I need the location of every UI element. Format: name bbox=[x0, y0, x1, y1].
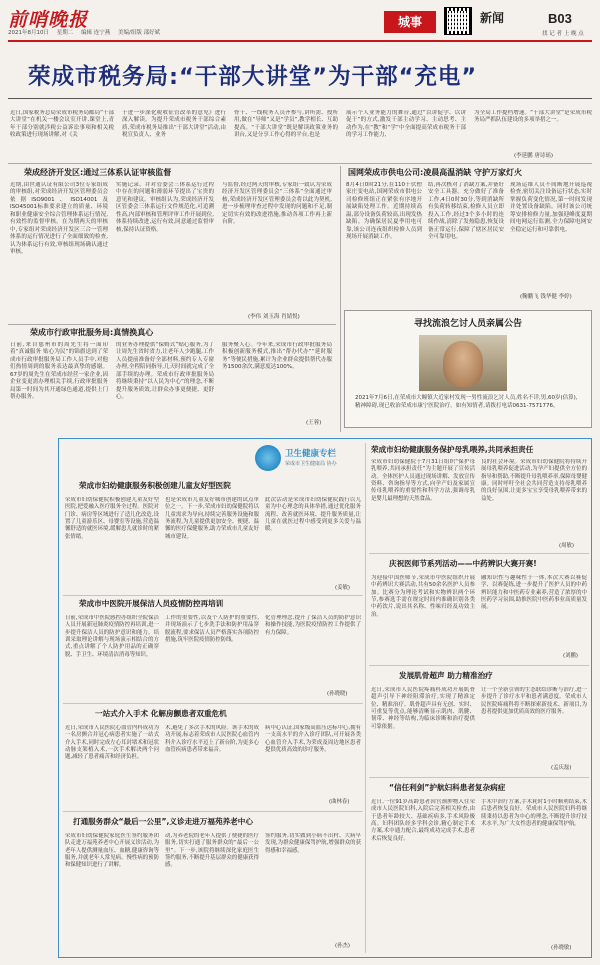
divider bbox=[63, 595, 363, 596]
admin-center-author: (王蓉) bbox=[306, 420, 322, 426]
ultrasound-col-1: 近日,荣成市人民医院疼痛科成功开展肌骨超声引导下神经阻滞治疗,实现了精准定位、精准治疗。肌骨超声具有无创、实时、可重复等优点,能够清晰显示肌肉、肌腱、韧带、神经等结构,为临床诊断和治疗提供可靠依据。 bbox=[371, 687, 475, 730]
family-doctor-title: 打通服务群众“最后一公里”,义诊走进万福苑养老中心 bbox=[73, 817, 253, 826]
econ-zone-col-1: 近期,由世通认证有限公司3位专家组成的审核组,对荣成经济开发区管理委员会依据ISO9001、ISO14001及ISO45001标准要求建立的质量、环境和职业健康安全综合管理体系运行情况,有效性的监督审核。在为期两天的审核中,专家组对荣成经济开发区三合一管理体系的运行情况进行了全面细致的检查,认为体系运行有效,审核组现场确认通过审核。 bbox=[10, 182, 108, 256]
admin-center-col-1: 日前,来自慈州市的周先生将一面印着“真诚服务 贴心为民”的锦旗送到了荣成市行政审批服务局工作人员手中,对他们热情周到的服务表达最真挚的感谢。67岁的周先生在荣成市经营一家企业,因企业变更需办理相关手续,行政审批服务局第一时间为其开通绿色通道,提供上门帮办服务。 bbox=[10, 342, 108, 401]
tcm-col-2: 融知识性与趣味性于一体,本次大赛以赛促学、以赛促练,进一步提升了医护人员的中药辨识能力和中医药专业素养,营造了浓厚的中医药学习氛围,助推医院中医药事业高质量发展。 bbox=[481, 575, 587, 611]
designer-credit: 美编/组版 邵好斌 bbox=[118, 30, 161, 36]
section-tag: 城事 bbox=[384, 11, 436, 33]
econ-zone-col-2: 实施记录、并对管委会三体系运行过程中存在的问题和薄弱环节提出了宝贵的意见和建议。审核组认为,荣成经济开发区管委会三体系运行文件规范化,可追溯性高,内部审核和管理评审工作开展到位,体系持续改进,运行有效,同意通过监督审核,保持认证资格。 bbox=[116, 182, 214, 233]
child-friendly-col-2: 也是荣成市儿童友好城市创建的试点单位之一。下一步,荣成市妇幼保健院将以儿童需求为导向,持续完善服务设施和服务流程,为儿童提供更加安全、便捷、温馨的医疗保健服务,助力荣成市儿童友好城市建设。 bbox=[165, 497, 259, 540]
maternal-col-2: 良的社会环境。荣成市妇幼保健院将持续开展母乳喂养促进活动,为孕产妇提供全方位的指导和帮助,不断提升母乳喂养率,保障母婴健康。同时呼吁全社会共同营造支持母乳喂养的良好氛围,让更多宝宝享受母乳喂养带来的益处。 bbox=[481, 459, 587, 502]
editors-note: 找 记 者 上 晚 点 bbox=[542, 31, 584, 37]
family-doctor-col-2: 动,为养老院的老年人提供了便捷的医疗服务,切实打通了服务群众的“最后一公里”。下一步,该院将继续深化家庭医生签约服务,不断提升基层群众的健康获得感。 bbox=[165, 833, 259, 869]
maternal-col-1: 荣成市妇幼保健院于7月31日组织“保护母乳喂养,共同承担责任”为主题开展了宣传活动。全体医护人员通过现场讲解、发放宣传资料、咨询指导等方式,向孕产妇及家属宣传母乳喂养的重要性和科学方法,强调母乳是婴儿最理想的天然食品。 bbox=[371, 459, 475, 502]
headline-rule bbox=[8, 98, 592, 99]
column-divider bbox=[340, 166, 341, 432]
econ-zone-author: (李伟 刘玉海 肖婧悦) bbox=[248, 314, 300, 320]
column-divider bbox=[365, 443, 366, 953]
cardiac-col-1: 近日,荣成市人民医院心血管内科成功为一名房颤合并冠心病患者实施了一站式介入手术,同时完成左心耳封堵术和冠状动脉支架植入术,一次手术解决两个问题,减轻了患者痛苦和经济负担。 bbox=[65, 725, 159, 761]
tcm-col-1: 为迎接中国医师节,荣成市中医院组织开展中药辨识大赛活动,共有50余名医护人员参加。比赛分为理论考试和实物辨识两个环节,参赛选手需在规定时间内准确识别各类中药饮片,说出其名称、性味归经及功效主治。 bbox=[371, 575, 475, 618]
tcm-author: (刘鹏) bbox=[563, 653, 578, 659]
surgery-title: “信任利剑”护航妇科患者复杂病症 bbox=[389, 783, 506, 792]
child-friendly-col-3: 此次活动是荣成市妇幼保健院践行以儿童为中心理念的具体举措,通过优化服务流程、改善就医环境、提升服务质量,让儿童在就医过程中感受到更多关爱与温暖。 bbox=[265, 497, 361, 533]
person-face bbox=[443, 341, 483, 387]
newspaper-logo: 前哨晚报 bbox=[8, 9, 89, 31]
child-friendly-author: (姜敏) bbox=[335, 585, 350, 591]
admin-center-title: 荣成市行政审批服务局:真情换真心 bbox=[30, 328, 154, 337]
family-doctor-author: (孙杰) bbox=[335, 943, 350, 949]
ultrasound-author: (孟庆磊) bbox=[551, 765, 572, 771]
maternal-author: (周敏) bbox=[559, 543, 574, 549]
family-doctor-col-3: 签约服务,切实做到小病不出村、大病早发现,为群众健康保驾护航,增强群众的获得感和幸福感。 bbox=[265, 833, 361, 854]
missing-person-notice bbox=[344, 310, 592, 428]
issue-weekday: 星期二 bbox=[56, 30, 74, 36]
lead-story-col-1: 近日,国家税务总局荣成市税务局邮局“干部大讲堂”在机关一楼会议室开讲,课堂上,青年干部分别就涉税公益诉讼事项和相关税收政策进行现场讲解,对《关 bbox=[10, 110, 114, 139]
cardiac-title: 一站式介入手术 化解房颤患者双重危机 bbox=[95, 709, 227, 718]
masthead bbox=[8, 6, 592, 40]
surgery-author: (孙晓敏) bbox=[551, 945, 572, 951]
missing-notice-title: 寻找流浪乞讨人员亲属公告 bbox=[413, 319, 522, 329]
divider bbox=[369, 665, 589, 666]
cleaning-training-col-2: 工作的重要性,以及个人防护的重要性,并现场演示了七步洗手法和防护用品穿脱流程,要求保洁人员严格落实各项防控措施,筑牢医院疫情防控防线。 bbox=[165, 615, 259, 644]
family-doctor-col-1: 荣成市妇幼保健院家庭医生签约服务团队走进万福苑养老中心开展义诊活动,为老年人提供测量血压、血糖,健康咨询等服务,并就老年人常见病、慢性病的预防和保健知识进行了讲解。 bbox=[65, 833, 159, 869]
health-column-logo bbox=[255, 445, 367, 473]
health-left-strip bbox=[8, 438, 54, 958]
qr-code-icon bbox=[444, 7, 472, 35]
lead-story-col-5: 为全局工作提档增速。“干部大讲堂”是荣成市税务局严抓队伍建设的多项举措之一。 bbox=[474, 110, 592, 124]
divider bbox=[8, 163, 592, 164]
cardiac-author: (曲林春) bbox=[329, 799, 350, 805]
power-supply-author: (鞠鹏飞 钱华健 李婷) bbox=[520, 294, 572, 300]
power-supply-col-2: 结,再次核对了消缺方案,并备好安全工具器。充分做好了准备工作,4日0时30分,等到消缺所有负荷转移结束,检修人员立即投入工作,经过3个多小时的连续作战,清除了发热隐患,恢复设备正常运行,保障了辖区居民安全可靠用电。 bbox=[428, 182, 504, 241]
admin-center-col-3: 服务聚人心。今年来,荣成市行政审批服务局积极创新服务模式,推出“帮办代办”“延时服务”等便民措施,累计为企业群众提供帮代办服务1500余次,满意度达100%。 bbox=[222, 342, 332, 371]
divider bbox=[63, 703, 363, 704]
power-supply-col-3: 现场运维人员不间断地开展巡视检查,密切关注设备运行状态,实时掌握负荷变化情况,第一时间发现并处置设备缺陷。同时该公司统筹安排检修力量,加强迎峰度夏期间电网运行监测,全力保障电网安全稳定运行和可靠供电。 bbox=[510, 182, 592, 233]
admin-center-col-2: 的业务办理提供“保姆式”贴心服务,为了让周先生省时省力,让老年人少跑腿,工作人员提前准备好全部材料,预约专人专窗办理,全程陪同指导,几天时间就完成了全部手续的办理。荣成市行政审批服务局将继续秉持“以人民为中心”的理念,不断提升服务质效,让群众办事更便捷、更舒心。 bbox=[116, 342, 214, 401]
power-supply-col-1: 8月4日0时21分,在110千伏俚家庄变电站,国网荣成市供电公司检修班组正在紧张有序地开展缺陷处理工作。近期持续高温,部分设备负荷较高,出现发热缺陷。为确保居民夏季用电可靠,该公司连夜组织检修人员到现场开展消缺工作。 bbox=[346, 182, 422, 241]
surgery-col-2: 手术中治疗方案,手术耗时1小时顺利结束,术后患者恢复良好。荣成市人民医院妇科将继续秉持以患者为中心的理念,不断提升诊疗技术水平,为广大女性患者的健康保驾护航。 bbox=[481, 799, 587, 828]
maternal-title: 荣成市妇幼健康服务保护母乳喂养,共同承担责任 bbox=[371, 445, 534, 454]
lead-story-col-3: 骨干、一线税务人员齐参与,讲所需、授所用,做在“导师”又是“学员”,教学相长、互助提高。“干部大讲堂”既是解读政策业务的讲台,又是分享工作心得的平台,也是 bbox=[234, 110, 338, 139]
editor-credit: 编辑 连宁燕 bbox=[81, 30, 111, 36]
lead-story-author: (李延鹏 唐诗瑶) bbox=[514, 153, 554, 159]
masthead-rule bbox=[8, 40, 592, 42]
child-friendly-col-1: 荣成市妇幼保健院积极创建儿童友好型医院,把爱融入医疗服务全过程。医院对门诊、病房等区域进行了适儿化改造,设置了儿童游乐区、母婴室等设施,营造温馨舒适的就医环境,缓解患儿就诊时的紧张情绪。 bbox=[65, 497, 159, 540]
cardiac-col-2: 术,避免了多次手术的风险。该手术的成功开展,标志着荣成市人民医院心血管内科介入诊疗水平迈上了新台阶,为更多心血管疾病患者带来福音。 bbox=[165, 725, 259, 754]
divider bbox=[369, 553, 589, 554]
lead-story-col-4: 展示个人业务能力的舞台,通过“以讲促学、以讲促干”的方式,激发干部主动学习、主动思考、主动作为,在“教”和“学”中全面提高荣成市税务干部的学习工作能力, bbox=[346, 110, 466, 139]
ultrasound-col-2: 让一个全新引领的生态联结诊断与治疗,进一步提升了诊疗水平和患者满意度。荣成市人民医院疼痛科将不断探索新技术、新项目,为患者提供更加优质高效的医疗服务。 bbox=[481, 687, 587, 716]
lead-story-col-2: 于进一步深化税收征管改革的意见》进行深入解读。为提升荣成市税务干部综合素质,荣成市税务局推出“干部大讲堂”活动,由税宣负责人、业务 bbox=[122, 110, 226, 139]
econ-zone-col-3: 与监督,经过两天的审核,专家组一致认为荣成经济开发区管理委员会“三体系”全面通过审核,荣成经济开发区管理委员会将以此为契机,进一步梳理审查过程中发现的问题和不足,制定切实有效的改进措施,推动各项工作再上新台阶。 bbox=[222, 182, 332, 226]
divider bbox=[63, 811, 363, 812]
missing-notice-text: 2021年7月6日,在荣成市大疃镇大近家村发现一男性流浪乞讨人员,姓名不详,男,60岁(估算),精神障碍,现已收治荣成市康宁医院治疗。如有知情者,请拨打电话0631-7571776。 bbox=[355, 395, 578, 409]
cleaning-training-author: (孙晓晓) bbox=[327, 691, 348, 697]
health-logo-icon bbox=[255, 445, 281, 471]
surgery-col-1: 近日,一位91岁高龄患者因宫颈肿物入住荣成市人民医院妇科,入院后完善相关检查,由于患者年龄较大、基础疾病多,手术风险极高。妇科团队经多学科会诊,精心制定手术方案,术中通力配合,最终成功完成手术,患者术后恢复良好。 bbox=[371, 799, 475, 842]
main-headline-block bbox=[8, 50, 592, 106]
power-supply-title: 国网荣成市供电公司:凌晨高温消缺 守护万家灯火 bbox=[348, 168, 522, 177]
child-friendly-title: 荣成市妇幼健康服务积极创建儿童友好型医院 bbox=[79, 481, 231, 490]
dateline bbox=[8, 30, 166, 37]
ultrasound-title: 发展肌骨超声 助力精准治疗 bbox=[399, 671, 493, 680]
health-logo-sub: 荣成市卫生健康局 协办 bbox=[285, 461, 337, 467]
page-number: B03 bbox=[548, 11, 572, 26]
health-logo-label: 卫生健康专栏 bbox=[285, 449, 337, 459]
cleaning-training-col-1: 日前,荣成市中医院感控办组织全院保洁人员开展新冠肺炎疫情防控再培训,进一步提升保洁人员的防护意识和能力。培训采取理论讲解与现场演示相结合的方式,重点讲解了个人防护用品的正确穿脱、手卫生、环境清洁消毒等知识。 bbox=[65, 615, 159, 658]
health-section-box bbox=[58, 438, 592, 958]
main-headline: 荣成市税务局:“干部大讲堂”为干部“充电” bbox=[28, 64, 478, 90]
missing-person-photo bbox=[419, 335, 507, 391]
divider bbox=[369, 777, 589, 778]
cleaning-training-title: 荣成市中医院开展保洁人员疫情防控再培训 bbox=[79, 599, 224, 608]
divider bbox=[8, 324, 336, 325]
section-name: 新闻 bbox=[480, 11, 505, 25]
cardiac-col-3: 病中心认证,国家级高血压达标中心,拥有一支高水平的介入诊疗团队,可开展各类心血管介入手术,为荣成及周边地区患者提供优质高效的诊疗服务。 bbox=[265, 725, 361, 754]
issue-date: 2021年8月10日 bbox=[8, 30, 49, 36]
tcm-title: 庆祝医师节系列活动——中药辨识大赛开赛! bbox=[389, 559, 537, 568]
cleaning-training-col-3: 化管理理念,提升了保洁人员的防护意识和操作技能,为医院疫情防控工作提供了有力保障。 bbox=[265, 615, 361, 636]
econ-zone-title: 荣成经济开发区:通过三体系认证审核监督 bbox=[24, 168, 172, 177]
